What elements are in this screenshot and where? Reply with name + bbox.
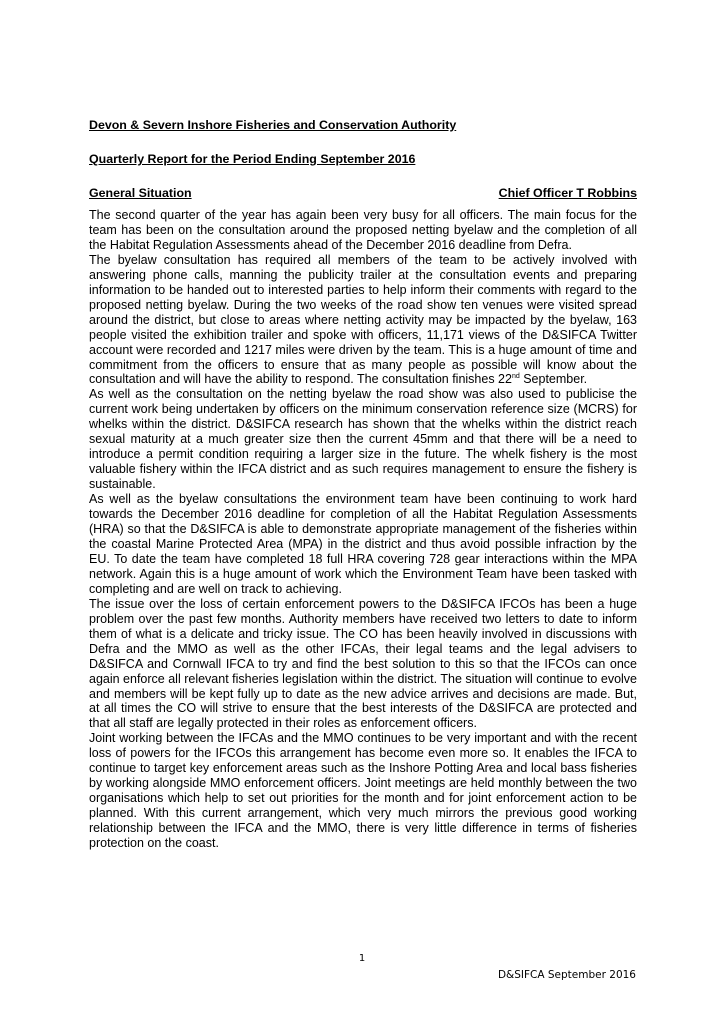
ordinal-suffix: nd xyxy=(511,373,520,381)
byelaw-text: The byelaw consultation has required all members of the team to be actively involved with answering phone calls, manning the publicity trailer at the consultation events and preparing information to be handed out to interested parties to help inform their comments with regard to the proposed netting byelaw. During the two weeks of the road show ten venues were visited spread around the district, but close to areas where netting activity may be impacted by the byelaw, 163 people visited the exhibition trailer and spoke with officers, 11,171 views of the D&SIFCA Twitter account were recorded and 1217 miles were driven by the team. This is a huge amount of time and commitment from the officers to ensure that as many people as possible will know about the consultation and will have the ability to respond. The consultation finishes 22 xyxy=(89,252,637,387)
paragraph-whelk-research: As well as the consultation on the netting byelaw the road show was also used to publicise the current work being undertaken by officers on the minimum conservation reference size (MCRS) for whelks within the district. D&SIFCA research has shown that the whelks within the district reach sexual maturity at a much greater size then the current 45mm and that there will be a need to introduce a permit condition requiring a larger size in the future. The whelk fishery is the most valuable fishery within the IFCA district and as such requires management to ensure the fishery is sustainable. xyxy=(89,387,637,492)
report-body xyxy=(89,208,637,851)
page-number: 1 xyxy=(358,953,366,964)
paragraph-joint-working: Joint working between the IFCAs and the MMO continues to be very important and with the recent loss of powers for the IFCOs this arrangement has become even more so. It enables the IFCA to continue to target key enforcement areas such as the Inshore Potting Area and local bass fisheries by working alongside MMO enforcement officers. Joint meetings are held monthly between the two organisations which help to set out priorities for the month and for joint enforcement action to be planned. With this current arrangement, which very much mirrors the previous good working relationship between the IFCA and the MMO, there is very little difference in terms of fisheries protection on the coast. xyxy=(89,731,637,851)
document-content xyxy=(89,118,637,851)
section-header-row xyxy=(89,186,637,201)
paragraph-habitat-assessments: As well as the byelaw consultations the environment team have been continuing to work hard towards the December 2016 deadline for completion of all the Habitat Regulation Assessments (HRA) so that the D&SIFCA is able to demonstrate appropriate management of the fisheries within the coastal Marine Protected Area (MPA) in the district and thus avoid possible infraction by the EU. To date the team have completed 18 full HRA covering 728 gear interactions within the MPA network. Again this is a huge amount of work which the Environment Team have been tasked with completing and are well on track to achieving. xyxy=(89,492,637,596)
paragraph-enforcement-powers: The issue over the loss of certain enforcement powers to the D&SIFCA IFCOs has been a huge problem over the past few months. Authority members have received two letters to date to inform them of what is a delicate and tricky issue. The CO has been heavily involved in discussions with Defra and the MMO as well as the other IFCAs, their legal teams and the legal advisers to D&SIFCA and Cornwall IFCA to try and find the best solution to this so that the IFCOs can once again enforce all relevant fisheries legislation within the district. The situation will continue to evolve and members will be kept fully up to date as the new advice arrives and decisions are made. But, at all times the CO will strive to ensure that the best interests of the D&SIFCA are protected and that all staff are legally protected in their roles as enforcement officers. xyxy=(89,596,637,731)
paragraph-byelaw-consultation xyxy=(89,253,637,388)
footer-label: D&SIFCA September 2016 xyxy=(497,969,636,981)
author-name: Chief Officer T Robbins xyxy=(498,186,637,200)
organisation-title: Devon & Severn Inshore Fisheries and Conservation Authority xyxy=(89,118,457,132)
section-title: General Situation xyxy=(89,186,192,200)
byelaw-text-tail: September. xyxy=(519,372,588,387)
report-title: Quarterly Report for the Period Ending September 2016 xyxy=(89,152,416,166)
paragraph-intro: The second quarter of the year has again been very busy for all officers. The main focus for the team has been on the consultation around the proposed netting byelaw and the completion of all the Habitat Regulation Assessments ahead of the December 2016 deadline from Defra. xyxy=(89,208,637,252)
